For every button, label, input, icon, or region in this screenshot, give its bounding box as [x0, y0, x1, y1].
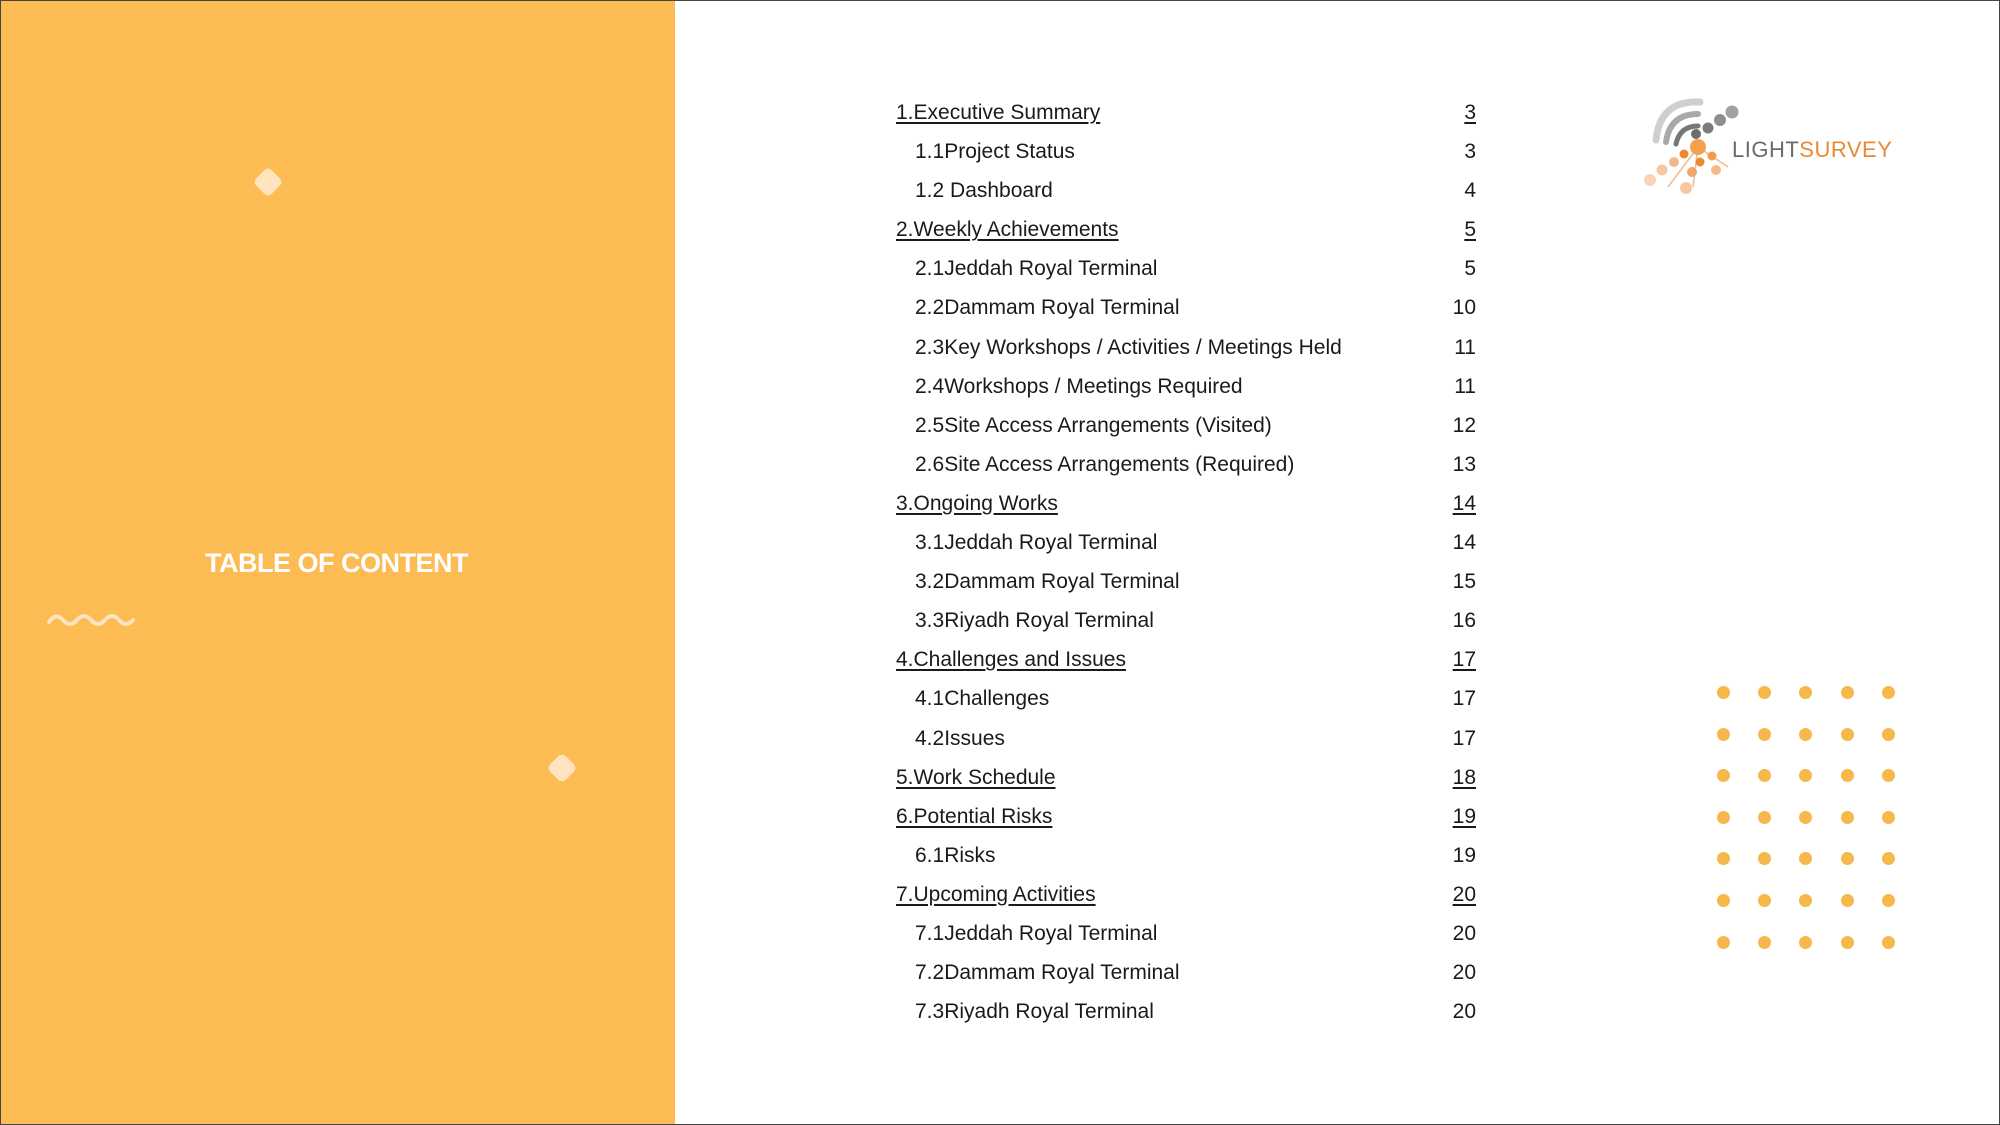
toc-subsection-entry	[896, 367, 1476, 406]
logo-text-light: LIGHT	[1732, 137, 1800, 162]
toc-entry-label[interactable]: 3.Ongoing Works	[896, 491, 1058, 515]
toc-subsection-entry	[896, 328, 1476, 367]
toc-entry-page-number: 20	[1452, 961, 1476, 985]
decorative-dot	[1717, 894, 1730, 907]
toc-entry-page-number: 13	[1452, 452, 1476, 476]
decorative-dot	[1717, 852, 1730, 865]
toc-entry-page-number: 15	[1452, 570, 1476, 594]
toc-entry-page-number[interactable]: 14	[1452, 491, 1476, 515]
toc-subsection-entry	[896, 992, 1476, 1031]
decorative-dot	[1882, 852, 1895, 865]
toc-entry-page-number: 17	[1452, 726, 1476, 750]
toc-section-link[interactable]	[896, 758, 1476, 797]
toc-entry-page-number: 19	[1452, 843, 1476, 867]
toc-entry-label: 2.1Jeddah Royal Terminal	[915, 257, 1158, 281]
toc-entry-label: 3.3Riyadh Royal Terminal	[915, 609, 1154, 633]
toc-section-link[interactable]	[896, 484, 1476, 523]
toc-entry-page-number: 12	[1452, 413, 1476, 437]
decorative-dot	[1758, 852, 1771, 865]
table-of-contents	[896, 93, 1476, 1031]
toc-entry-page-number: 20	[1452, 1000, 1476, 1024]
decorative-dot	[1799, 769, 1812, 782]
toc-entry-label[interactable]: 2.Weekly Achievements	[896, 218, 1119, 242]
toc-entry-label: 3.1Jeddah Royal Terminal	[915, 531, 1158, 555]
decorative-dot	[1799, 811, 1812, 824]
decorative-dot	[1799, 728, 1812, 741]
toc-entry-label[interactable]: 5.Work Schedule	[896, 765, 1056, 789]
toc-subsection-entry	[896, 445, 1476, 484]
toc-section-link[interactable]	[896, 875, 1476, 914]
toc-entry-page-number[interactable]: 18	[1452, 765, 1476, 789]
toc-entry-page-number[interactable]: 3	[1464, 101, 1476, 124]
toc-entry-label: 7.1Jeddah Royal Terminal	[915, 921, 1158, 945]
toc-entry-page-number: 20	[1452, 921, 1476, 945]
toc-entry-label: 4.1Challenges	[915, 687, 1050, 711]
toc-subsection-entry	[896, 679, 1476, 718]
toc-entry-page-number: 17	[1452, 687, 1476, 711]
toc-entry-page-number: 16	[1452, 609, 1476, 633]
toc-section-link[interactable]	[896, 640, 1476, 679]
toc-entry-page-number[interactable]: 17	[1452, 648, 1476, 672]
toc-subsection-entry	[896, 132, 1476, 171]
toc-entry-page-number[interactable]: 19	[1452, 804, 1476, 828]
toc-subsection-entry	[896, 288, 1476, 327]
decorative-dot	[1799, 894, 1812, 907]
toc-entry-label: 4.2Issues	[915, 726, 1005, 750]
toc-entry-label: 7.3Riyadh Royal Terminal	[915, 1000, 1154, 1024]
decorative-dot	[1841, 769, 1854, 782]
diamond-decoration-bottom	[546, 752, 577, 783]
toc-subsection-entry	[896, 953, 1476, 992]
decorative-dot	[1799, 936, 1812, 949]
toc-entry-page-number: 14	[1452, 531, 1476, 555]
decorative-dot	[1841, 811, 1854, 824]
decorative-dot	[1882, 728, 1895, 741]
decorative-dot	[1841, 686, 1854, 699]
toc-section-link[interactable]	[896, 93, 1476, 132]
diamond-decoration-top	[252, 166, 283, 197]
toc-entry-page-number: 11	[1454, 335, 1476, 359]
toc-entry-page-number: 11	[1454, 374, 1476, 398]
toc-entry-page-number[interactable]: 5	[1464, 218, 1476, 242]
toc-entry-label: 1.2 Dashboard	[915, 179, 1053, 203]
toc-entry-label: 7.2Dammam Royal Terminal	[915, 961, 1180, 985]
toc-entry-label[interactable]: 1.Executive Summary	[896, 101, 1101, 124]
toc-entry-label: 2.3Key Workshops / Activities / Meetings Held	[915, 335, 1342, 359]
toc-subsection-entry	[896, 719, 1476, 758]
decorative-dot	[1758, 811, 1771, 824]
decorative-dot	[1717, 936, 1730, 949]
logo-text	[1732, 137, 1892, 163]
decorative-dot	[1799, 686, 1812, 699]
toc-subsection-entry	[896, 523, 1476, 562]
left-panel	[0, 0, 675, 1125]
decorative-dot	[1841, 936, 1854, 949]
toc-entry-label: 2.6Site Access Arrangements (Required)	[915, 452, 1295, 476]
decorative-dot	[1841, 852, 1854, 865]
decorative-dot	[1758, 686, 1771, 699]
toc-entry-label: 2.2Dammam Royal Terminal	[915, 296, 1180, 320]
decorative-dot	[1758, 728, 1771, 741]
toc-entry-label: 2.4Workshops / Meetings Required	[915, 374, 1243, 398]
decorative-dot	[1882, 811, 1895, 824]
decorative-dot	[1717, 728, 1730, 741]
toc-entry-page-number: 10	[1452, 296, 1476, 320]
dot-grid-decoration	[1717, 686, 1897, 956]
toc-section-link[interactable]	[896, 210, 1476, 249]
toc-entry-page-number: 3	[1464, 140, 1476, 164]
toc-subsection-entry	[896, 562, 1476, 601]
logo-text-survey: SURVEY	[1799, 137, 1893, 162]
decorative-dot	[1717, 769, 1730, 782]
toc-subsection-entry	[896, 249, 1476, 288]
decorative-dot	[1758, 894, 1771, 907]
toc-section-link[interactable]	[896, 797, 1476, 836]
toc-subsection-entry	[896, 836, 1476, 875]
toc-entry-label[interactable]: 6.Potential Risks	[896, 804, 1053, 828]
toc-entry-label[interactable]: 4.Challenges and Issues	[896, 648, 1126, 672]
page-title: TABLE OF CONTENT	[205, 548, 468, 578]
toc-subsection-entry	[896, 601, 1476, 640]
decorative-dot	[1717, 686, 1730, 699]
decorative-dot	[1799, 852, 1812, 865]
toc-entry-label: 6.1Risks	[915, 843, 996, 867]
decorative-dot	[1758, 936, 1771, 949]
toc-entry-page-number: 5	[1464, 257, 1476, 281]
decorative-dot	[1717, 811, 1730, 824]
decorative-dot	[1841, 894, 1854, 907]
decorative-dot	[1882, 686, 1895, 699]
toc-entry-page-number[interactable]: 20	[1452, 882, 1476, 906]
toc-subsection-entry	[896, 171, 1476, 210]
toc-subsection-entry	[896, 914, 1476, 953]
decorative-dot	[1882, 936, 1895, 949]
zigzag-decoration	[47, 608, 137, 630]
decorative-dot	[1758, 769, 1771, 782]
toc-entry-label: 2.5Site Access Arrangements (Visited)	[915, 413, 1272, 437]
toc-entry-page-number: 4	[1464, 179, 1476, 203]
decorative-dot	[1841, 728, 1854, 741]
toc-entry-label[interactable]: 7.Upcoming Activities	[896, 882, 1096, 906]
toc-subsection-entry	[896, 406, 1476, 445]
decorative-dot	[1882, 769, 1895, 782]
decorative-dot	[1882, 894, 1895, 907]
toc-entry-label: 1.1Project Status	[915, 140, 1075, 164]
toc-entry-label: 3.2Dammam Royal Terminal	[915, 570, 1180, 594]
